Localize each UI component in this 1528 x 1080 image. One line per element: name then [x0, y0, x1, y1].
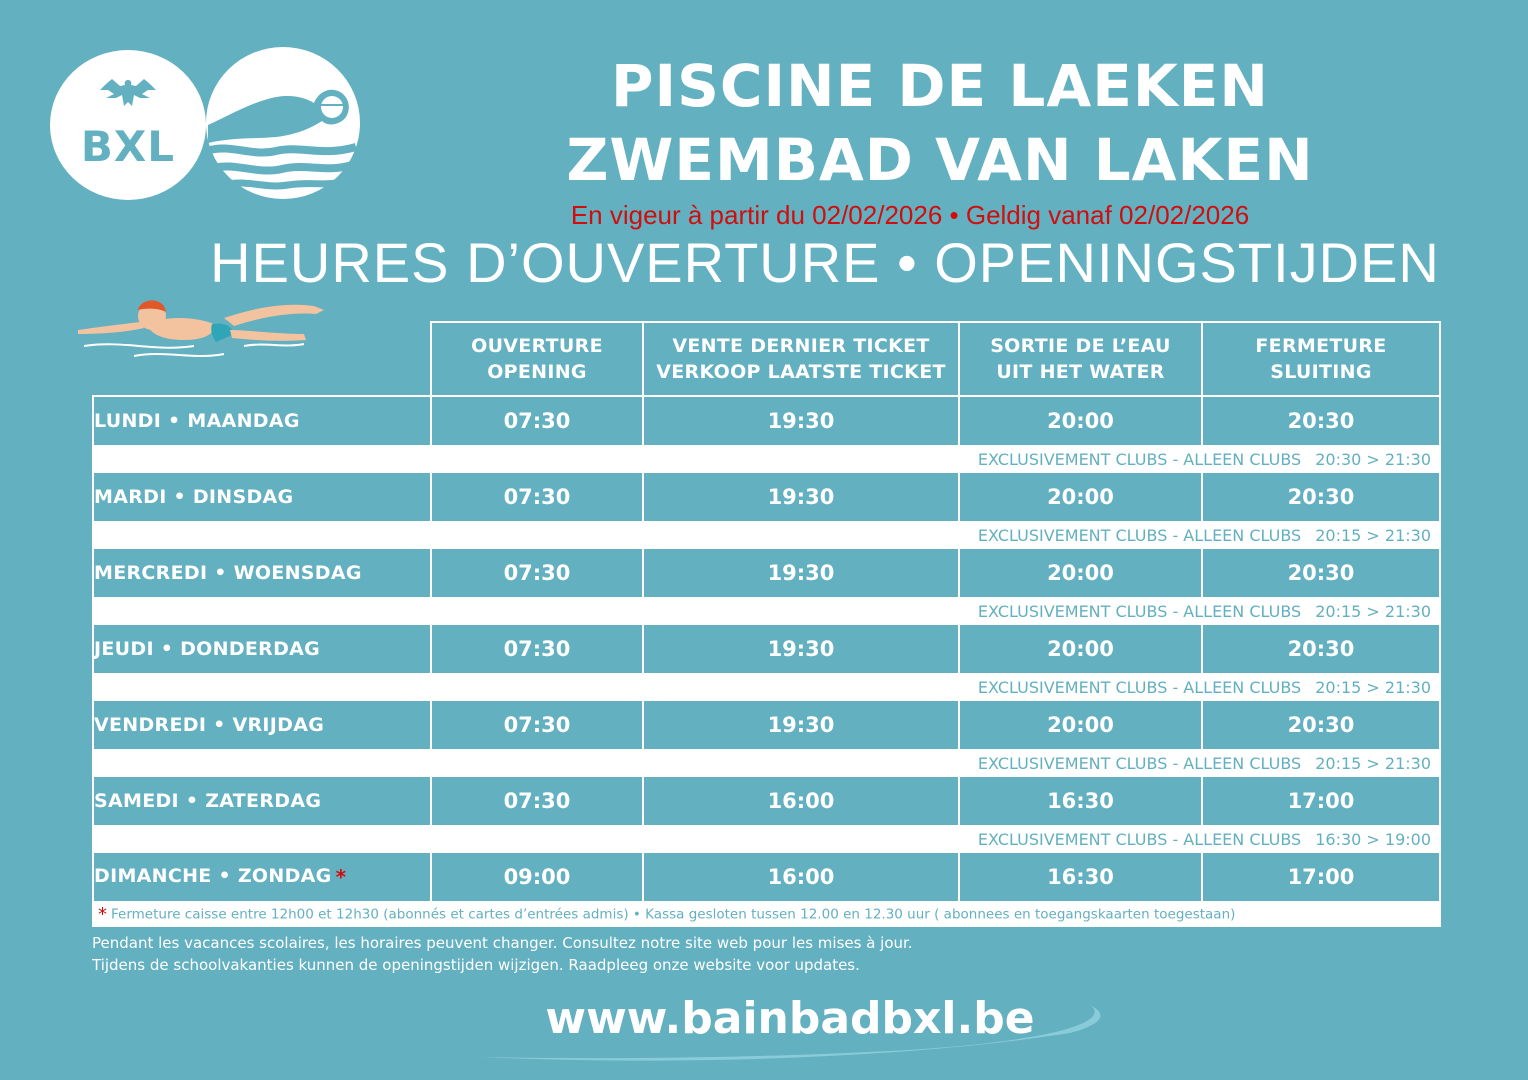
- swimming-logo: [206, 47, 360, 199]
- opening-hours-heading: HEURES D’OUVERTURE • OPENINGSTIJDEN: [210, 231, 1440, 294]
- opening-cell: 07:30: [431, 700, 643, 750]
- last-ticket-cell: 19:30: [643, 472, 959, 522]
- out-of-water-cell: 20:00: [959, 396, 1202, 446]
- day-name: DIMANCHE • ZONDAG: [94, 865, 332, 887]
- last-ticket-cell: 19:30: [643, 700, 959, 750]
- clubs-row: [93, 598, 1440, 624]
- last-ticket-cell: 19:30: [643, 624, 959, 674]
- title-dutch: ZWEMBAD VAN LAKEN: [566, 126, 1314, 194]
- clubs-time: 20:15 > 21:30: [1315, 601, 1431, 621]
- closing-cell: 20:30: [1202, 396, 1440, 446]
- bxl-logo-text: BXL: [80, 122, 176, 171]
- clubs-row: [93, 674, 1440, 700]
- opening-cell: 07:30: [431, 776, 643, 826]
- opening-cell: 07:30: [431, 548, 643, 598]
- clubs-label: EXCLUSIVEMENT CLUBS - ALLEEN CLUBS: [977, 829, 1302, 849]
- out-of-water-cell: 16:30: [959, 776, 1202, 826]
- vacation-notice-fr: Pendant les vacances scolaires, les horaires peuvent changer. Consultez notre site web pour les mises à jour.: [92, 934, 913, 952]
- footnote-row: [93, 902, 1440, 926]
- day-cell: [93, 852, 431, 902]
- clubs-row: [93, 750, 1440, 776]
- table-row: [93, 472, 1440, 522]
- bird-emblem-icon: [98, 76, 158, 110]
- closing-cell: 20:30: [1202, 548, 1440, 598]
- opening-cell: 07:30: [431, 624, 643, 674]
- clubs-row: [93, 522, 1440, 548]
- out-of-water-cell: 20:00: [959, 700, 1202, 750]
- bxl-logo: [50, 50, 206, 200]
- table-row: [93, 700, 1440, 750]
- footnote-text: Fermeture caisse entre 12h00 et 12h30 (abonnés et cartes d’entrées admis) • Kassa gesloten tussen 12.00 en 12.30 uur ( abonnees en toegangskaarten toegestaan): [111, 906, 1236, 922]
- closing-cell: 20:30: [1202, 472, 1440, 522]
- day-cell: MERCREDI • WOENSDAG: [93, 548, 431, 598]
- clubs-time: 20:15 > 21:30: [1315, 677, 1431, 697]
- out-of-water-cell: 16:30: [959, 852, 1202, 902]
- out-of-water-cell: 20:00: [959, 548, 1202, 598]
- closing-cell: 17:00: [1202, 852, 1440, 902]
- day-cell: MARDI • DINSDAG: [93, 472, 431, 522]
- swimmer-waves-icon: [206, 47, 360, 199]
- day-cell: LUNDI • MAANDAG: [93, 396, 431, 446]
- clubs-label: EXCLUSIVEMENT CLUBS - ALLEEN CLUBS: [977, 753, 1302, 773]
- website-link[interactable]: [470, 985, 1110, 1065]
- header-blank-cell: [93, 322, 431, 396]
- clubs-time: 20:15 > 21:30: [1315, 525, 1431, 545]
- opening-cell: 09:00: [431, 852, 643, 902]
- last-ticket-cell: 16:00: [643, 776, 959, 826]
- clubs-time: 16:30 > 19:00: [1315, 829, 1431, 849]
- clubs-label: EXCLUSIVEMENT CLUBS - ALLEEN CLUBS: [977, 677, 1302, 697]
- last-ticket-cell: 19:30: [643, 396, 959, 446]
- vacation-notice-nl: Tijdens de schoolvakanties kunnen de openingstijden wijzigen. Raadpleeg onze website voor updates.: [92, 956, 860, 974]
- last-ticket-cell: 16:00: [643, 852, 959, 902]
- validity-notice: En vigeur à partir du 02/02/2026 • Geldig vanaf 02/02/2026: [570, 200, 1250, 230]
- website-url[interactable]: www.bainbadbxl.be: [545, 993, 1035, 1044]
- closing-cell: 20:30: [1202, 624, 1440, 674]
- out-of-water-cell: 20:00: [959, 472, 1202, 522]
- column-header: SORTIE DE L’EAU UIT HET WATER: [959, 322, 1202, 396]
- clubs-time: 20:15 > 21:30: [1315, 753, 1431, 773]
- table-row: [93, 396, 1440, 446]
- column-header: VENTE DERNIER TICKET VERKOOP LAATSTE TICKET: [643, 322, 959, 396]
- closing-cell: 17:00: [1202, 776, 1440, 826]
- vacation-notice: [92, 932, 1192, 976]
- schedule-table: [92, 321, 1441, 927]
- day-cell: VENDREDI • VRIJDAG: [93, 700, 431, 750]
- out-of-water-cell: 20:00: [959, 624, 1202, 674]
- asterisk-marker: *: [335, 865, 347, 889]
- clubs-label: EXCLUSIVEMENT CLUBS - ALLEEN CLUBS: [977, 449, 1302, 469]
- clubs-row: [93, 446, 1440, 472]
- column-header: OUVERTURE OPENING: [431, 322, 643, 396]
- clubs-time: 20:30 > 21:30: [1315, 449, 1431, 469]
- column-header: FERMETURE SLUITING: [1202, 322, 1440, 396]
- closing-cell: 20:30: [1202, 700, 1440, 750]
- day-cell: SAMEDI • ZATERDAG: [93, 776, 431, 826]
- table-header-row: [93, 322, 1440, 396]
- clubs-label: EXCLUSIVEMENT CLUBS - ALLEEN CLUBS: [977, 601, 1302, 621]
- opening-cell: 07:30: [431, 396, 643, 446]
- footnote-marker: *: [98, 903, 107, 925]
- table-row: [93, 548, 1440, 598]
- clubs-label: EXCLUSIVEMENT CLUBS - ALLEEN CLUBS: [977, 525, 1302, 545]
- last-ticket-cell: 19:30: [643, 548, 959, 598]
- opening-cell: 07:30: [431, 472, 643, 522]
- table-row: [93, 776, 1440, 826]
- table-row: [93, 624, 1440, 674]
- table-row: [93, 852, 1440, 902]
- clubs-row: [93, 826, 1440, 852]
- day-cell: JEUDI • DONDERDAG: [93, 624, 431, 674]
- title-french: PISCINE DE LAEKEN: [611, 52, 1269, 120]
